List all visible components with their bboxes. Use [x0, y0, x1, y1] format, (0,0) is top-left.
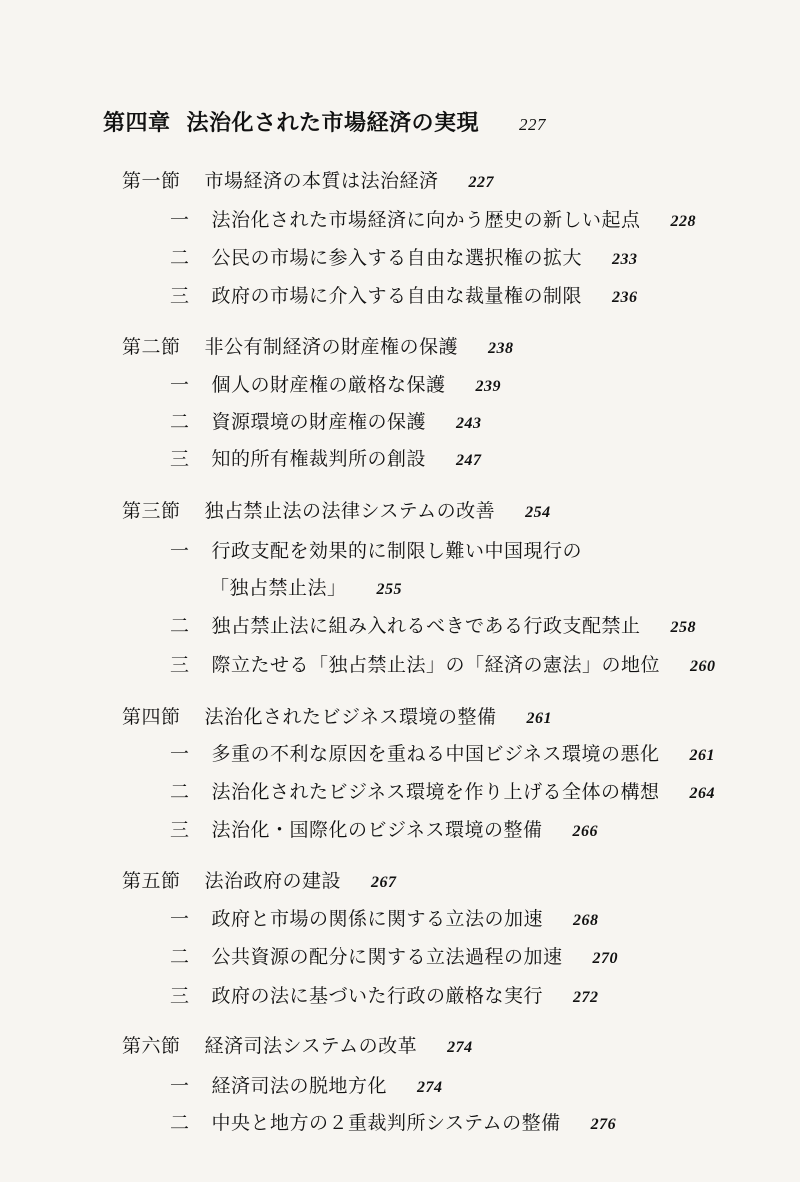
item-entry [170, 243, 638, 270]
section-entry [122, 166, 494, 193]
item-page: 261 [689, 747, 715, 764]
item-entry [170, 370, 501, 397]
section-entry [122, 866, 397, 893]
section-title: 独占禁止法の法律システムの改善 [204, 500, 496, 522]
item-number: 一 [170, 743, 190, 765]
item-number: 二 [170, 615, 190, 637]
item-number: 二 [170, 1112, 190, 1134]
item-title-continuation: 「独占禁止法」 [210, 577, 347, 599]
section-entry [122, 496, 551, 523]
item-page: 228 [670, 213, 697, 230]
item-entry [170, 904, 599, 931]
item-entry [170, 739, 715, 766]
item-entry [170, 650, 716, 677]
item-page: 260 [690, 658, 716, 675]
item-entry [170, 281, 638, 308]
item-title: 政府の法に基づいた行政の厳格な実行 [211, 985, 544, 1007]
item-entry [170, 444, 482, 471]
item-entry [170, 981, 599, 1008]
item-title: 公共資源の配分に関する立法過程の加速 [211, 946, 563, 968]
item-title: 公民の市場に参入する自由な選択権の拡大 [211, 247, 583, 269]
item-title: 際立たせる「独占禁止法」の「経済の憲法」の地位 [211, 654, 661, 676]
item-number: 三 [170, 448, 190, 470]
item-number: 三 [170, 985, 190, 1007]
item-title: 行政支配を効果的に制限し難い中国現行の [211, 540, 583, 562]
item-page: 270 [592, 950, 619, 967]
item-number: 一 [170, 374, 190, 396]
item-entry [170, 1071, 443, 1098]
item-title: 経済司法の脱地方化 [211, 1075, 388, 1097]
item-number: 二 [170, 411, 190, 433]
section-title: 法治政府の建設 [204, 870, 342, 892]
chapter-title: 法治化された市場経済の実現 [186, 111, 480, 136]
item-number: 二 [170, 247, 190, 269]
item-entry [170, 611, 696, 638]
item-entry [170, 536, 582, 563]
section-title: 経済司法システムの改革 [204, 1035, 418, 1057]
item-entry [170, 1108, 616, 1135]
section-number: 第六節 [122, 1035, 181, 1057]
section-title: 法治化されたビジネス環境の整備 [204, 706, 497, 728]
section-page: 227 [468, 174, 495, 191]
item-page: 239 [475, 378, 502, 395]
item-title: 知的所有権裁判所の創設 [211, 448, 427, 470]
item-page: 272 [573, 989, 599, 1006]
item-page: 236 [612, 289, 638, 306]
item-title: 法治化されたビジネス環境を作り上げる全体の構想 [211, 781, 660, 803]
section-page: 238 [488, 340, 514, 357]
item-page: 243 [456, 415, 482, 432]
item-entry [170, 815, 598, 842]
item-number: 三 [170, 285, 190, 307]
item-title: 政府と市場の関係に関する立法の加速 [211, 908, 544, 930]
item-page: 268 [573, 912, 599, 929]
item-number: 三 [170, 819, 190, 841]
section-number: 第二節 [122, 336, 181, 358]
item-number: 二 [170, 946, 190, 968]
item-title: 資源環境の財産権の保護 [211, 411, 427, 433]
item-title: 独占禁止法に組み入れるべきである行政支配禁止 [211, 615, 641, 637]
item-page: 274 [417, 1079, 443, 1096]
item-title: 法治化・国際化のビジネス環境の整備 [211, 819, 543, 841]
section-entry [122, 1031, 473, 1058]
item-number: 一 [170, 209, 190, 231]
section-number: 第三節 [122, 500, 181, 522]
section-entry [122, 702, 552, 729]
section-title: 非公有制経済の財産権の保護 [204, 336, 459, 358]
section-page: 274 [447, 1039, 473, 1056]
section-title: 市場経済の本質は法治経済 [204, 170, 439, 192]
item-title: 多重の不利な原因を重ねる中国ビジネス環境の悪化 [211, 743, 660, 765]
item-number: 二 [170, 781, 190, 803]
item-page: 247 [456, 452, 482, 469]
item-title: 中央と地方の２重裁判所システムの整備 [211, 1112, 561, 1134]
item-number: 一 [170, 908, 190, 930]
item-page: 255 [376, 581, 403, 598]
item-entry [170, 205, 696, 232]
chapter-page: 227 [519, 115, 547, 134]
item-entry [170, 942, 618, 969]
item-title: 政府の市場に介入する自由な裁量権の制限 [211, 285, 583, 307]
item-entry-continuation [210, 573, 402, 600]
chapter-heading [103, 106, 546, 137]
item-page: 264 [689, 785, 715, 802]
item-entry [170, 407, 482, 434]
chapter-number: 第四章 [103, 111, 171, 136]
item-title: 法治化された市場経済に向かう歴史の新しい起点 [211, 209, 641, 231]
section-entry [122, 332, 514, 359]
section-page: 267 [371, 874, 397, 891]
item-number: 一 [170, 1075, 190, 1097]
item-number: 三 [170, 654, 190, 676]
section-number: 第一節 [122, 170, 181, 192]
item-page: 276 [590, 1116, 617, 1133]
section-page: 254 [525, 504, 551, 521]
section-number: 第五節 [122, 870, 181, 892]
item-page: 233 [612, 251, 638, 268]
item-page: 258 [670, 619, 697, 636]
item-number: 一 [170, 540, 190, 562]
item-title: 個人の財産権の厳格な保護 [211, 374, 446, 396]
section-number: 第四節 [122, 706, 181, 728]
section-page: 261 [526, 710, 552, 727]
item-entry [170, 777, 715, 804]
item-page: 266 [572, 823, 598, 840]
